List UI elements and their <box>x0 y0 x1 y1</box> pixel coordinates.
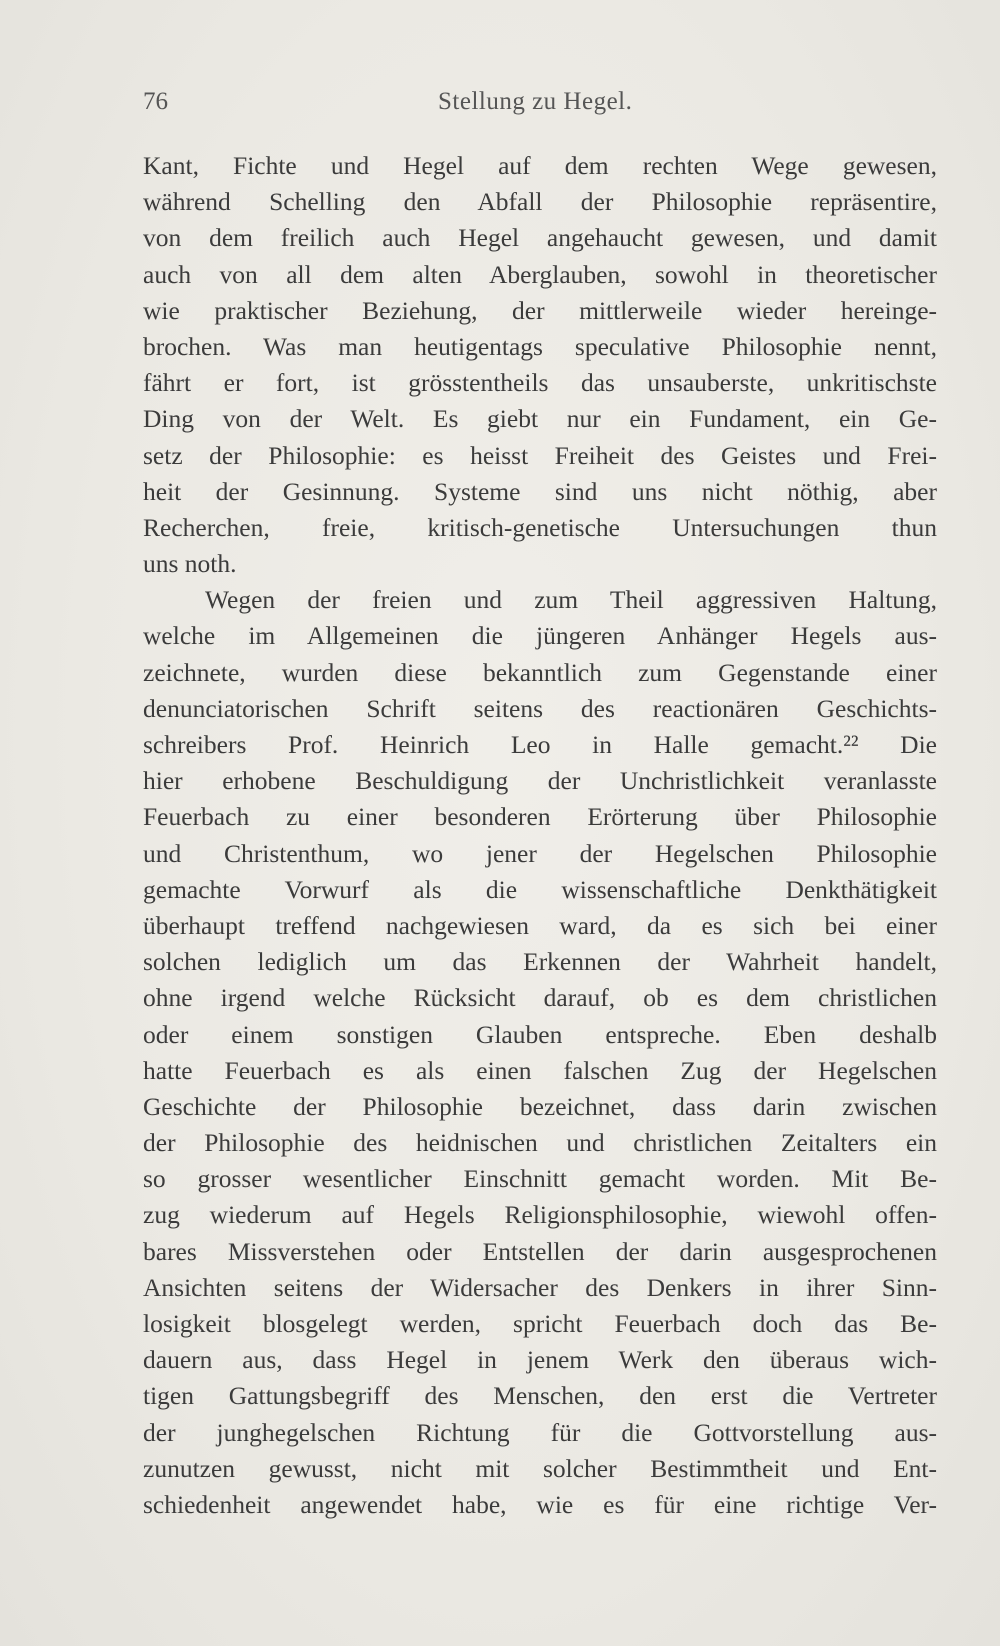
text-line: dauern aus, dass Hegel in jenem Werk den überaus wich- <box>143 1345 937 1375</box>
text-line: Kant, Fichte und Hegel auf dem rechten Wege gewesen, <box>143 151 937 180</box>
text-line: solchen lediglich um das Erkennen der Wahrheit handelt, <box>143 947 937 977</box>
text-line: oder einem sonstigen Glauben entspreche. Eben deshalb <box>143 1019 937 1049</box>
text-line: von dem freilich auch Hegel angehaucht gewesen, und damit <box>143 223 937 253</box>
text-line: der junghegelschen Richtung für die Gottvorstellung aus- <box>143 1417 937 1447</box>
text-line: wie praktischer Beziehung, der mittlerweile wieder hereinge- <box>143 295 937 325</box>
text-line: und Christenthum, wo jener der Hegelschen Philosophie <box>143 838 937 868</box>
text-line: ohne irgend welche Rücksicht darauf, ob es dem christlichen <box>143 983 937 1013</box>
text-line: denunciatorischen Schrift seitens des reactionären Geschichts- <box>143 693 937 723</box>
text-line: hatte Feuerbach es als einen falschen Zug der Hegelschen <box>143 1055 937 1085</box>
text-line: Recherchen, freie, kritisch-genetische Untersuchungen thun <box>143 512 937 542</box>
body-text <box>143 148 937 1523</box>
text-line: setz der Philosophie: es heisst Freiheit des Geistes und Frei- <box>143 440 937 470</box>
running-title: Stellung zu Hegel. <box>438 88 633 115</box>
text-line: überhaupt treffend nachgewiesen ward, da es sich bei einer <box>143 910 937 940</box>
text-line: zug wiederum auf Hegels Religionsphilosophie, wiewohl offen- <box>143 1200 937 1230</box>
text-line: losigkeit blosgelegt werden, spricht Feuerbach doch das Be- <box>143 1309 937 1338</box>
text-line: fährt er fort, ist grösstentheils das unsauberste, unkritischste <box>143 368 937 398</box>
text-line: brochen. Was man heutigentags speculative Philosophie nennt, <box>143 331 937 361</box>
text-line: gemachte Vorwurf als die wissenschaftliche Denkthätigkeit <box>143 874 937 904</box>
page-number: 76 <box>143 88 168 115</box>
text-line: schreibers Prof. Heinrich Leo in Halle gemacht.²² Die <box>143 730 937 759</box>
text-line: zeichnete, wurden diese bekanntlich zum Gegenstande einer <box>143 657 937 687</box>
text-line: schiedenheit angewendet habe, wie es für eine richtige Ver- <box>143 1489 937 1519</box>
text-line: der Philosophie des heidnischen und christlichen Zeitalters ein <box>143 1128 937 1158</box>
page-header <box>143 88 937 128</box>
text-line: tigen Gattungsbegriff des Menschen, den erst die Vertreter <box>143 1381 937 1411</box>
text-line: Ansichten seitens der Widersacher des Denkers in ihrer Sinn- <box>143 1272 937 1302</box>
text-line: während Schelling den Abfall der Philosophie repräsentire, <box>143 187 937 217</box>
text-line: Geschichte der Philosophie bezeichnet, dass darin zwischen <box>143 1091 937 1121</box>
text-line: Wegen der freien und zum Theil aggressiven Haltung, <box>205 585 937 615</box>
text-line: so grosser wesentlicher Einschnitt gemacht worden. Mit Be- <box>143 1164 937 1194</box>
text-line: auch von all dem alten Aberglauben, sowohl in theoretischer <box>143 259 937 289</box>
text-line: welche im Allgemeinen die jüngeren Anhänger Hegels aus- <box>143 621 937 651</box>
text-line: heit der Gesinnung. Systeme sind uns nicht nöthig, aber <box>143 476 937 506</box>
text-line: Ding von der Welt. Es giebt nur ein Fundament, ein Ge- <box>143 404 937 434</box>
text-line: bares Missverstehen oder Entstellen der darin ausgesprochenen <box>143 1236 937 1266</box>
text-line: Feuerbach zu einer besonderen Erörterung über Philosophie <box>143 802 937 832</box>
text-line: uns noth. <box>143 549 237 579</box>
text-line: hier erhobene Beschuldigung der Unchristlichkeit veranlasste <box>143 766 937 796</box>
text-line: zunutzen gewusst, nicht mit solcher Bestimmtheit und Ent- <box>143 1453 937 1483</box>
